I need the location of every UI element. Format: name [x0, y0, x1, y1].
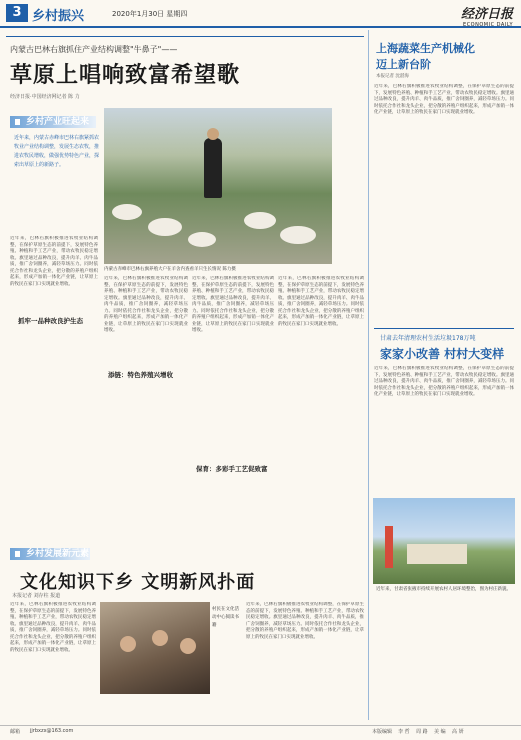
right-body-1: 近年来，巴林右旗积极推进农牧业结构调整，在保护草原生态的前提下，发展特色养殖、种植和手工艺产业，带动农牧民稳定增收。旗里通过品种改良，提升肉羊、肉牛品质，推广舍饲圈养，减轻草场压力。同时依托合作社和龙头企业，把分散的养殖户组织起来，形成产加销一体化产业链，让草原上的牧民在家门口实现就业增收。 — [374, 84, 514, 115]
footer-item: 高 妍 — [452, 729, 464, 735]
logo-english: ECONOMIC DAILY — [463, 22, 513, 28]
issue-date: 2020年1月30日 星期四 — [112, 10, 188, 18]
section-name: 乡村振兴 — [32, 9, 85, 24]
sheep — [244, 212, 276, 229]
second-byline: 本报记者 刘存柱 报道 — [12, 593, 61, 599]
person — [152, 630, 168, 646]
column-bar — [10, 548, 90, 560]
second-photo-caption: 村民在文化活动中心阅读书籍 — [212, 607, 239, 628]
subhead: 保育：多彩手工艺促致富 — [196, 465, 268, 473]
caption-text: 内蒙古赤峰市巴林右旗养殖大户在羊舍内查看羊只生长情况 — [104, 267, 221, 272]
red-tower — [385, 526, 393, 568]
second-body-2: 近年来，巴林右旗积极推进农牧业结构调整，在保护草原生态的前提下，发展特色养殖、种植和手工艺产业，带动农牧民稳定增收。旗里通过品种改良，提升肉羊、肉牛品质，推广舍饲圈养，减轻草场压力。同时依托合作社和龙头企业，把分散的养殖户组织起来，形成产加销一体化产业链，让草原上的牧民在家门口实现就业增收。 — [246, 602, 364, 640]
right-title-1: 上海蔬菜生产机械化 — [376, 42, 475, 55]
lead-photo — [104, 108, 332, 264]
building — [407, 544, 467, 564]
footer-item: 邮箱 — [10, 729, 21, 735]
body-column-3: 近年来，巴林右旗积极推进农牧业结构调整，在保护草原生态的前提下，发展特色养殖、种植和手工艺产业，带动农牧民稳定增收。旗里通过品种改良，提升肉羊、肉牛品质，推广舍饲圈养，减轻草场压力。同时依托合作社和龙头企业，把分散的养殖户组织起来，形成产加销一体化产业链，让草原上的牧民在家门口实现就业增收。 — [192, 276, 274, 333]
page-number: 3 — [6, 4, 28, 22]
body-column-1: 近年来，巴林右旗积极推进农牧业结构调整，在保护草原生态的前提下，发展特色养殖、种植和手工艺产业，带动农牧民稳定增收。旗里通过品种改良，提升肉羊、肉牛品质，推广舍饲圈养，减轻草场压力。同时依托合作社和龙头企业，把分散的养殖户组织起来，形成产加销一体化产业链，让草原上的牧民在家门口实现就业增收。 — [10, 236, 98, 287]
body-column-4: 近年来，巴林右旗积极推进农牧业结构调整，在保护草原生态的前提下，发展特色养殖、种植和手工艺产业，带动农牧民稳定增收。旗里通过品种改良，提升肉羊、肉牛品质，推广舍饲圈养，减轻草场压力。同时依托合作社和龙头企业，把分散的养殖户组织起来，形成产加销一体化产业链，让草原上的牧民在家门口实现就业增收。 — [278, 276, 364, 327]
subhead: 添链：特色养殖兴增收 — [108, 371, 173, 379]
footer-item: 周 路 — [416, 729, 428, 735]
right-title-3: 甘肃去年清理农村生活垃圾178万吨 — [380, 335, 476, 342]
divider — [6, 36, 364, 37]
page-footer — [0, 725, 521, 740]
logo-chinese: 经济日报 — [460, 7, 513, 22]
right-title-2: 迈上新台阶 — [376, 58, 431, 71]
footer-item: 美 编 — [434, 729, 446, 735]
farmer-figure — [204, 138, 222, 198]
sheep — [188, 232, 216, 247]
sheep — [280, 226, 316, 244]
village-photo-caption: 近年来，甘肃省张掖市持续开展农村人居环境整治，图为村庄新貌。 — [376, 587, 511, 592]
newspaper-logo — [461, 3, 513, 28]
lead-title: 草原上唱响致富希望歌 — [10, 62, 241, 88]
second-title: 文化知识下乡 文明新风扑面 — [20, 572, 256, 593]
lead-byline: 经济日报·中国经济网记者 陈 力 — [10, 94, 80, 100]
column-divider — [368, 30, 369, 720]
person — [120, 636, 136, 652]
body-column-2: 近年来，巴林右旗积极推进农牧业结构调整，在保护草原生态的前提下，发展特色养殖、种植和手工艺产业，带动农牧民稳定增收。旗里通过品种改良，提升肉羊、肉牛品质，推广舍饲圈养，减轻草场压力。同时依托合作社和龙头企业，把分散的养殖户组织起来，形成产加销一体化产业链，让草原上的牧民在家门口实现就业增收。 — [104, 276, 188, 333]
footer-item: 李 哲 — [398, 729, 410, 735]
photo-caption — [104, 266, 332, 272]
footer-item: 本版编辑 — [372, 729, 393, 735]
person — [180, 638, 196, 654]
footer-item: jjrbxzx@163.com — [30, 728, 74, 734]
page-header — [0, 0, 521, 28]
second-photo — [100, 602, 210, 694]
second-body-1: 近年来，巴林右旗积极推进农牧业结构调整，在保护草原生态的前提下，发展特色养殖、种植和手工艺产业，带动农牧民稳定增收。旗里通过品种改良，提升肉羊、肉牛品质，推广舍饲圈养，减轻草场压力。同时依托合作社和龙头企业，把分散的养殖户组织起来，形成产加销一体化产业链，让草原上的牧民在家门口实现就业增收。 — [10, 602, 96, 653]
lead-subtitle: 内蒙古巴林右旗抓住产业结构调整"牛鼻子"—— — [10, 45, 178, 54]
lead-intro: 近年来，内蒙古赤峰市巴林右旗紧抓农牧业产业结构调整，发展生态农牧，推进农牧民增收，做强优势特色产业，探索出草原上的新路子。 — [14, 135, 100, 168]
column-bar-label: 乡村发展新元素 — [26, 549, 90, 559]
sheep — [148, 218, 182, 236]
column-bar — [10, 116, 96, 128]
right-byline: 本报记者 沈湛海 — [376, 74, 409, 79]
village-photo — [373, 498, 515, 584]
caption-credit: 陈力摄 — [222, 267, 236, 272]
subhead: 抓牢一品种改良护生态 — [18, 317, 83, 325]
divider — [374, 328, 514, 329]
sheep — [112, 204, 142, 220]
right-title-4: 家家小改善 村村大变样 — [380, 347, 505, 361]
column-bar-label: 乡村产业旺起来 — [26, 117, 90, 127]
right-body-2: 近年来，巴林右旗积极推进农牧业结构调整，在保护草原生态的前提下，发展特色养殖、种植和手工艺产业，带动农牧民稳定增收。旗里通过品种改良，提升肉羊、肉牛品质，推广舍饲圈养，减轻草场压力。同时依托合作社和龙头企业，把分散的养殖户组织起来，形成产加销一体化产业链，让草原上的牧民在家门口实现就业增收。 — [374, 366, 514, 397]
